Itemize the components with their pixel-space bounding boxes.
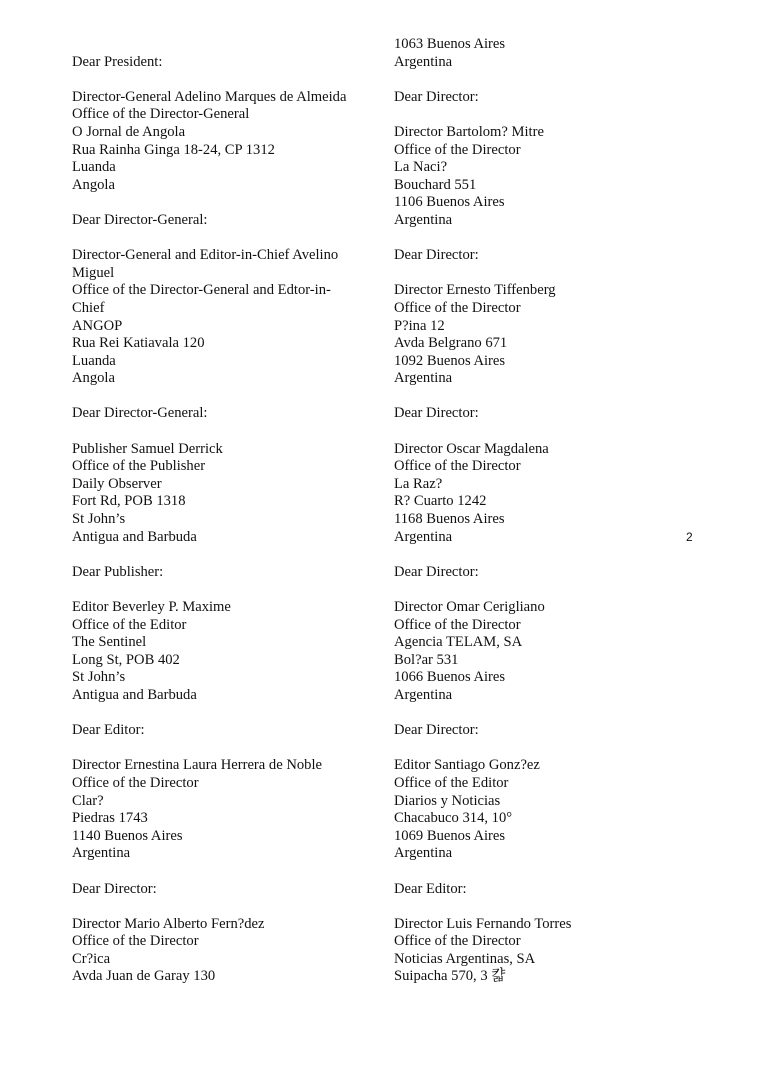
address-line: Rua Rei Katiavala 120 [72, 335, 205, 352]
address-block [394, 757, 664, 863]
address-line: 1063 Buenos Aires [394, 36, 506, 52]
address-block [394, 441, 664, 547]
salutation: Dear Director: [394, 722, 479, 739]
blank-line [72, 194, 372, 212]
address-line: Fort Rd, POB 1318 [72, 493, 186, 510]
address-block [72, 599, 372, 705]
address-line: Office of the Publisher [72, 458, 206, 475]
blank-line [72, 230, 372, 248]
blank-line [394, 230, 664, 248]
address-line: Director Bartolom? Mitre [394, 123, 544, 140]
blank-line [72, 740, 372, 758]
blank-line [394, 898, 664, 916]
address-line: La Naci? [394, 159, 448, 176]
address-line: R? Cuarto 1242 [394, 493, 487, 510]
address-line: Chacabuco 314, 10° [394, 810, 513, 827]
address-line: Director Ernesto Tiffenberg [394, 282, 556, 299]
salutation: Dear Director-General: [72, 405, 208, 422]
address-block [72, 89, 372, 195]
address-line: Angola [72, 176, 115, 193]
address-line: Antigua and Barbuda [72, 528, 197, 545]
address-line: Director Omar Cerigliano [394, 599, 545, 615]
blank-line [72, 423, 372, 441]
address-line: Bouchard 551 [394, 176, 477, 193]
salutation: Dear Publisher: [72, 563, 164, 580]
salutation: Dear Director: [394, 247, 479, 264]
blank-line [394, 546, 664, 564]
address-line: La Raz? [394, 475, 443, 492]
address-line: Director Luis Fernando Torres [394, 915, 572, 932]
address-line: Luanda [72, 159, 116, 176]
address-line: Office of the Editor [394, 774, 509, 791]
blank-line [72, 705, 372, 723]
address-line: Bol?ar 531 [394, 651, 459, 668]
blank-line [72, 546, 372, 564]
address-line: Argentina [394, 528, 453, 545]
address-line: Office of the Director [72, 933, 199, 950]
blank-line [72, 71, 372, 89]
address-line: Director-General and Editor-in-Chief Avelino [72, 247, 339, 264]
address-line: Avda Belgrano 671 [394, 335, 508, 352]
blank-line [394, 106, 664, 124]
address-line: St John’s [72, 511, 126, 528]
page-number: 2 [686, 530, 693, 544]
blank-line [394, 388, 664, 406]
address-line: Argentina [394, 53, 453, 70]
salutation: Dear Director-General: [72, 211, 208, 228]
address-line: P?ina 12 [394, 317, 445, 334]
address-line: Director Oscar Magdalena [394, 440, 549, 457]
address-block [394, 36, 664, 71]
address-line: 1092 Buenos Aires [394, 352, 506, 369]
blank-line [394, 423, 664, 441]
address-block [394, 124, 664, 230]
blank-line [394, 71, 664, 89]
salutation: Dear Director: [394, 563, 479, 580]
address-block [394, 916, 664, 986]
address-line: The Sentinel [72, 634, 147, 651]
address-line: St John’s [72, 669, 126, 686]
salutation: Dear Editor: [394, 880, 467, 897]
address-line: Director Ernestina Laura Herrera de Noble [72, 757, 322, 774]
address-line: 1069 Buenos Aires [394, 827, 506, 844]
address-line: Office of the Editor [72, 616, 187, 633]
address-block [394, 282, 664, 388]
address-line: Editor Santiago Gonz?ez [394, 757, 540, 774]
address-line: Suipacha 570, 3 캷 [394, 968, 506, 985]
address-line: Publisher Samuel Derrick [72, 440, 223, 457]
address-line: 1140 Buenos Aires [72, 827, 183, 844]
address-line: Cr?ica [72, 950, 111, 967]
address-line: Office of the Director [394, 141, 521, 158]
address-line: 1106 Buenos Aires [394, 194, 505, 211]
address-line: Office of the Director-General and Edtor-in- [72, 282, 331, 299]
address-line: Agencia TELAM, SA [394, 634, 523, 651]
address-line: Luanda [72, 352, 116, 369]
blank-line [72, 898, 372, 916]
address-line: Argentina [72, 845, 131, 862]
address-line: Avda Juan de Garay 130 [72, 968, 216, 985]
address-line: 1066 Buenos Aires [394, 669, 506, 686]
blank-line [72, 36, 372, 54]
salutation: Dear Director: [394, 88, 479, 105]
left-column [72, 36, 372, 986]
address-line: Office of the Director-General [72, 106, 250, 123]
blank-line [72, 581, 372, 599]
address-line: ANGOP [72, 317, 123, 334]
address-line: Long St, POB 402 [72, 651, 180, 668]
address-line: Diarios y Noticias [394, 792, 501, 809]
address-line: Office of the Director [394, 616, 521, 633]
address-line: Office of the Director [72, 774, 199, 791]
blank-line [72, 388, 372, 406]
address-line: Office of the Director [394, 458, 521, 475]
salutation: Dear President: [72, 53, 163, 70]
address-line: Noticias Argentinas, SA [394, 950, 536, 967]
address-line: O Jornal de Angola [72, 123, 186, 140]
address-block [72, 441, 372, 547]
address-line: Argentina [394, 686, 453, 703]
address-line: Chief [72, 299, 105, 316]
salutation: Dear Director: [394, 405, 479, 422]
address-line: Clar? [72, 792, 104, 809]
blank-line [72, 863, 372, 881]
blank-line [394, 265, 664, 283]
salutation: Dear Editor: [72, 722, 145, 739]
blank-line [394, 863, 664, 881]
address-line: Argentina [394, 845, 453, 862]
address-line: 1168 Buenos Aires [394, 511, 505, 528]
salutation: Dear Director: [72, 880, 157, 897]
blank-line [394, 740, 664, 758]
address-line: Director Mario Alberto Fern?dez [72, 915, 265, 932]
blank-line [394, 581, 664, 599]
right-column [394, 36, 664, 986]
address-line: Daily Observer [72, 475, 162, 492]
address-line: Editor Beverley P. Maxime [72, 599, 231, 615]
address-block [72, 916, 372, 986]
address-line: Rua Rainha Ginga 18-24, CP 1312 [72, 141, 275, 158]
address-line: Angola [72, 370, 115, 387]
address-line: Argentina [394, 370, 453, 387]
address-block [72, 247, 372, 388]
address-line: Piedras 1743 [72, 810, 148, 827]
address-line: Office of the Director [394, 933, 521, 950]
address-line: Director-General Adelino Marques de Almeida [72, 88, 347, 105]
address-line: Miguel [72, 264, 115, 281]
address-block [72, 757, 372, 863]
address-line: Office of the Director [394, 299, 521, 316]
blank-line [394, 705, 664, 723]
address-line: Antigua and Barbuda [72, 686, 197, 703]
address-block [394, 599, 664, 705]
address-line: Argentina [394, 211, 453, 228]
